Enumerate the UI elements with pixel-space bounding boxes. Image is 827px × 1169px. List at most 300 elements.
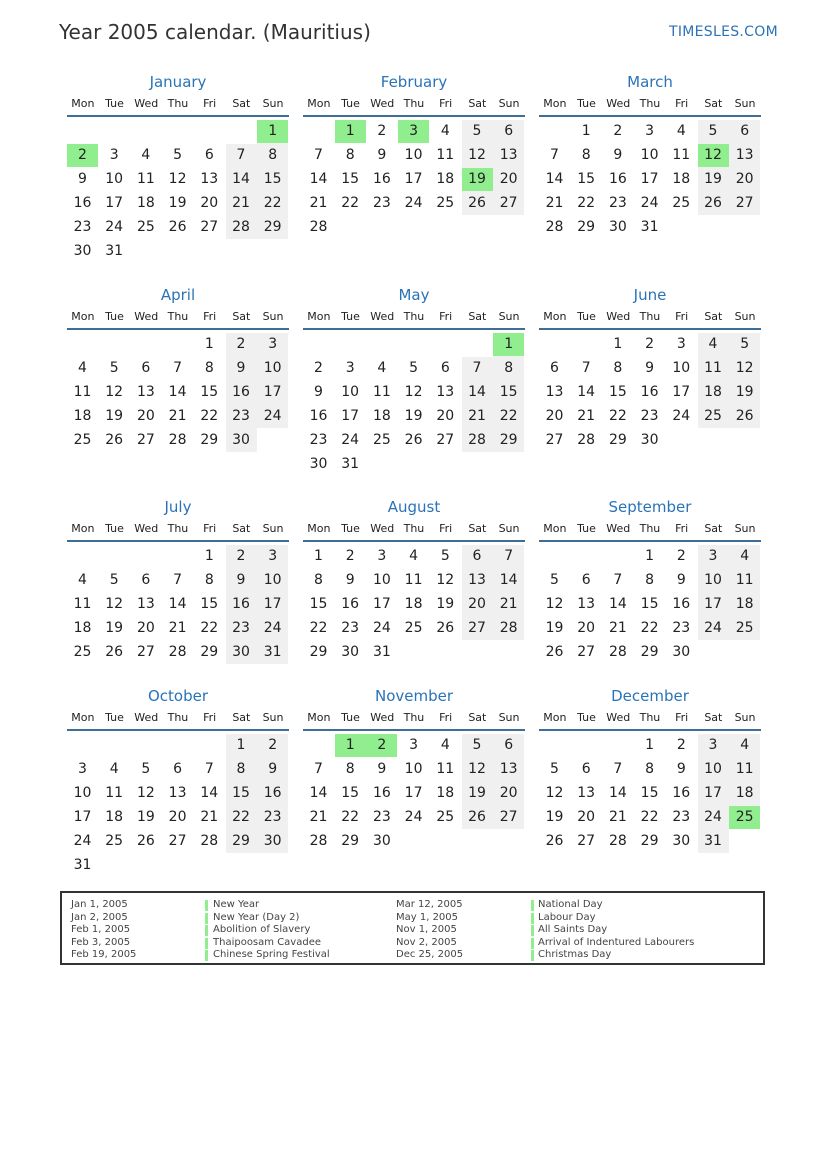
day-cell: 1 xyxy=(314,548,323,564)
day-cell: 15 xyxy=(608,384,627,400)
day-cell: 20 xyxy=(499,171,518,187)
day-cell: 31 xyxy=(73,857,92,873)
legend-date: Feb 19, 2005 xyxy=(71,949,137,960)
day-grid xyxy=(539,120,761,264)
day-cell: 6 xyxy=(581,761,591,777)
day-cell: 1 xyxy=(613,336,623,352)
day-cell: 5 xyxy=(440,548,450,564)
weekday-label: Fri xyxy=(675,310,689,323)
weekday-label: Mon xyxy=(71,711,95,724)
holiday-legend xyxy=(60,891,765,965)
holiday-day-cell: 1 xyxy=(335,120,366,143)
day-cell: 4 xyxy=(78,360,87,376)
weekday-label: Thu xyxy=(167,310,189,323)
day-cell: 9 xyxy=(377,761,387,777)
day-cell: 10 xyxy=(640,147,659,163)
day-cell: 29 xyxy=(577,219,596,235)
legend-holiday-name: Christmas Day xyxy=(538,949,612,960)
weekday-label: Mon xyxy=(71,522,95,535)
day-cell: 3 xyxy=(377,548,387,564)
day-cell: 20 xyxy=(136,408,155,424)
day-cell: 27 xyxy=(136,644,155,660)
holiday-day-cell: 1 xyxy=(257,120,288,143)
weekday-header xyxy=(67,310,289,326)
weekday-label: Sun xyxy=(262,97,284,110)
day-grid xyxy=(539,333,761,477)
day-grid xyxy=(303,120,525,264)
day-cell: 20 xyxy=(200,195,219,211)
day-cell: 30 xyxy=(608,219,627,235)
weekday-label: Thu xyxy=(403,522,425,535)
day-cell: 15 xyxy=(232,785,250,801)
weekday-label: Wed xyxy=(606,97,631,110)
day-cell: 24 xyxy=(105,219,124,235)
day-cell: 11 xyxy=(735,761,754,777)
header-divider xyxy=(539,328,761,330)
month-name: June xyxy=(633,286,667,304)
day-cell: 14 xyxy=(168,384,187,400)
day-cell: 21 xyxy=(608,620,627,636)
day-cell: 18 xyxy=(735,596,754,612)
day-cell: 26 xyxy=(468,195,486,211)
day-cell: 15 xyxy=(341,171,360,187)
day-cell: 19 xyxy=(545,809,564,825)
weekday-label: Thu xyxy=(639,711,661,724)
day-cell: 7 xyxy=(550,147,559,163)
day-cell: 13 xyxy=(136,596,155,612)
day-cell: 24 xyxy=(704,620,722,636)
weekday-label: Wed xyxy=(134,310,159,323)
day-cell: 16 xyxy=(608,171,627,187)
month-name: February xyxy=(380,73,448,91)
day-cell: 3 xyxy=(268,336,278,352)
day-cell: 22 xyxy=(200,408,219,424)
day-cell: 20 xyxy=(468,596,486,612)
day-cell: 22 xyxy=(577,195,596,211)
day-cell: 27 xyxy=(735,195,754,211)
day-cell: 24 xyxy=(341,432,360,448)
weekday-label: Wed xyxy=(134,522,159,535)
day-cell: 26 xyxy=(545,833,564,849)
day-cell: 17 xyxy=(341,408,360,424)
day-cell: 3 xyxy=(708,548,718,564)
day-cell: 24 xyxy=(404,809,423,825)
legend-date: Mar 12, 2005 xyxy=(396,899,463,910)
day-cell: 10 xyxy=(263,572,282,588)
day-cell: 28 xyxy=(608,833,627,849)
day-cell: 18 xyxy=(73,408,92,424)
day-cell: 11 xyxy=(672,147,691,163)
day-cell: 4 xyxy=(78,572,87,588)
day-cell: 11 xyxy=(735,572,754,588)
day-cell: 24 xyxy=(263,620,282,636)
day-cell: 15 xyxy=(577,171,596,187)
day-cell: 30 xyxy=(232,432,250,448)
day-cell: 6 xyxy=(504,123,514,139)
day-cell: 5 xyxy=(472,737,482,753)
day-cell: 17 xyxy=(640,171,659,187)
day-grid xyxy=(67,333,289,477)
day-cell: 7 xyxy=(314,761,323,777)
day-cell: 12 xyxy=(105,596,124,612)
day-cell: 12 xyxy=(105,384,124,400)
brand-link[interactable]: TIMESLES.COM xyxy=(669,24,778,40)
day-cell: 30 xyxy=(672,644,691,660)
weekday-header xyxy=(67,97,289,113)
day-cell: 10 xyxy=(372,572,391,588)
day-cell: 22 xyxy=(309,620,328,636)
legend-date: May 1, 2005 xyxy=(396,911,459,923)
day-cell: 9 xyxy=(377,147,387,163)
day-cell: 14 xyxy=(232,171,250,187)
legend-date: Jan 1, 2005 xyxy=(71,899,128,910)
holiday-day-cell: 19 xyxy=(462,168,493,191)
day-cell: 18 xyxy=(372,408,391,424)
header-divider xyxy=(539,540,761,542)
day-cell: 14 xyxy=(608,785,627,801)
day-cell: 21 xyxy=(168,408,187,424)
weekday-label: Sat xyxy=(704,522,723,535)
day-cell: 29 xyxy=(200,432,219,448)
header-divider xyxy=(303,328,525,330)
day-cell: 15 xyxy=(200,384,219,400)
day-cell: 6 xyxy=(141,360,151,376)
weekday-header xyxy=(539,522,761,538)
day-cell: 30 xyxy=(263,833,282,849)
day-cell: 25 xyxy=(73,644,92,660)
day-cell: 17 xyxy=(404,171,423,187)
day-cell: 28 xyxy=(545,219,564,235)
day-cell: 2 xyxy=(676,548,686,564)
weekday-label: Mon xyxy=(71,97,95,110)
day-cell: 1 xyxy=(645,548,655,564)
day-cell: 14 xyxy=(200,785,219,801)
day-cell: 18 xyxy=(672,171,691,187)
day-cell: 1 xyxy=(236,737,246,753)
day-cell: 30 xyxy=(232,644,250,660)
weekday-label: Wed xyxy=(134,97,159,110)
day-cell: 22 xyxy=(232,809,250,825)
day-cell: 5 xyxy=(409,360,419,376)
day-grid xyxy=(303,545,525,689)
day-cell: 26 xyxy=(136,833,155,849)
day-cell: 30 xyxy=(640,432,659,448)
day-cell: 8 xyxy=(345,761,355,777)
weekday-label: Sun xyxy=(734,97,756,110)
day-grid xyxy=(67,545,289,689)
day-cell: 6 xyxy=(504,737,514,753)
day-cell: 23 xyxy=(341,620,360,636)
day-cell: 17 xyxy=(105,195,124,211)
day-cell: 29 xyxy=(200,644,219,660)
day-cell: 11 xyxy=(73,384,92,400)
day-cell: 3 xyxy=(676,336,686,352)
holiday-day-cell: 1 xyxy=(335,734,366,757)
day-cell: 4 xyxy=(708,336,718,352)
day-cell: 29 xyxy=(608,432,627,448)
weekday-label: Tue xyxy=(105,97,124,110)
day-cell: 25 xyxy=(73,432,92,448)
day-cell: 20 xyxy=(499,785,518,801)
month-name: May xyxy=(398,286,430,304)
day-cell: 8 xyxy=(204,572,214,588)
day-cell: 8 xyxy=(613,360,623,376)
header-divider xyxy=(67,328,289,330)
day-cell: 25 xyxy=(105,833,124,849)
day-cell: 1 xyxy=(581,123,591,139)
day-cell: 8 xyxy=(314,572,323,588)
header-divider xyxy=(303,729,525,731)
day-cell: 1 xyxy=(645,737,655,753)
day-cell: 12 xyxy=(436,572,455,588)
weekday-label: Sat xyxy=(468,310,487,323)
weekday-label: Tue xyxy=(341,522,360,535)
day-cell: 16 xyxy=(672,785,691,801)
weekday-label: Thu xyxy=(639,522,661,535)
day-cell: 14 xyxy=(168,596,187,612)
day-cell: 29 xyxy=(341,833,360,849)
day-cell: 26 xyxy=(168,219,187,235)
day-cell: 19 xyxy=(545,620,564,636)
weekday-label: Fri xyxy=(203,310,217,323)
day-cell: 20 xyxy=(577,809,596,825)
day-cell: 5 xyxy=(109,572,119,588)
day-cell: 27 xyxy=(436,432,455,448)
day-cell: 16 xyxy=(341,596,360,612)
legend-color-marker xyxy=(205,950,208,961)
legend-holiday-name: National Day xyxy=(538,899,603,910)
legend-color-marker xyxy=(205,900,208,911)
day-cell: 23 xyxy=(672,620,691,636)
header-divider xyxy=(303,540,525,542)
day-cell: 29 xyxy=(263,219,282,235)
holiday-day-cell: 25 xyxy=(729,806,760,829)
day-cell: 5 xyxy=(740,336,750,352)
day-cell: 27 xyxy=(200,219,219,235)
legend-holiday-name: Thaipoosam Cavadee xyxy=(213,936,322,948)
legend-date: Nov 1, 2005 xyxy=(396,924,457,935)
day-cell: 30 xyxy=(73,243,92,259)
weekday-label: Sat xyxy=(232,711,251,724)
day-cell: 29 xyxy=(232,833,250,849)
day-cell: 23 xyxy=(640,408,659,424)
day-cell: 5 xyxy=(173,147,183,163)
day-cell: 5 xyxy=(141,761,151,777)
day-cell: 22 xyxy=(640,620,659,636)
weekday-header xyxy=(303,711,525,727)
day-cell: 3 xyxy=(109,147,119,163)
day-cell: 9 xyxy=(268,761,278,777)
day-cell: 3 xyxy=(645,123,655,139)
weekday-label: Mon xyxy=(307,97,331,110)
day-grid xyxy=(303,333,525,477)
day-cell: 24 xyxy=(263,408,282,424)
day-cell: 24 xyxy=(73,833,92,849)
day-grid xyxy=(67,734,289,878)
weekday-label: Tue xyxy=(341,97,360,110)
day-cell: 16 xyxy=(232,596,250,612)
day-cell: 7 xyxy=(204,761,214,777)
day-cell: 11 xyxy=(436,761,455,777)
day-cell: 11 xyxy=(404,572,423,588)
day-cell: 9 xyxy=(613,147,623,163)
day-cell: 16 xyxy=(73,195,92,211)
day-cell: 17 xyxy=(404,785,423,801)
day-cell: 10 xyxy=(404,147,423,163)
day-cell: 4 xyxy=(676,123,686,139)
weekday-label: Sat xyxy=(232,97,251,110)
day-cell: 14 xyxy=(309,171,328,187)
weekday-label: Sat xyxy=(232,522,251,535)
weekday-label: Thu xyxy=(403,97,425,110)
day-cell: 28 xyxy=(309,219,328,235)
day-cell: 22 xyxy=(200,620,219,636)
day-cell: 14 xyxy=(309,785,328,801)
day-cell: 31 xyxy=(640,219,659,235)
day-cell: 7 xyxy=(472,360,482,376)
day-cell: 3 xyxy=(78,761,87,777)
holiday-day-cell: 3 xyxy=(398,120,429,143)
day-cell: 25 xyxy=(672,195,691,211)
day-cell: 20 xyxy=(735,171,754,187)
day-cell: 17 xyxy=(263,384,282,400)
day-cell: 20 xyxy=(168,809,187,825)
day-cell: 4 xyxy=(141,147,151,163)
day-cell: 6 xyxy=(173,761,183,777)
day-cell: 6 xyxy=(141,572,151,588)
header-divider xyxy=(67,540,289,542)
day-cell: 20 xyxy=(436,408,455,424)
day-cell: 19 xyxy=(404,408,423,424)
day-cell: 12 xyxy=(735,360,754,376)
day-cell: 26 xyxy=(105,432,124,448)
day-cell: 18 xyxy=(436,785,455,801)
day-cell: 20 xyxy=(577,620,596,636)
weekday-label: Tue xyxy=(341,310,360,323)
day-cell: 15 xyxy=(200,596,219,612)
weekday-label: Mon xyxy=(543,711,567,724)
weekday-label: Thu xyxy=(639,97,661,110)
day-cell: 2 xyxy=(314,360,323,376)
day-cell: 23 xyxy=(263,809,282,825)
day-cell: 9 xyxy=(236,360,246,376)
day-cell: 5 xyxy=(109,360,119,376)
legend-color-marker xyxy=(531,938,534,949)
day-cell: 19 xyxy=(735,384,754,400)
day-cell: 16 xyxy=(672,596,691,612)
legend-date: Feb 1, 2005 xyxy=(71,924,131,935)
legend-holiday-name: New Year (Day 2) xyxy=(213,911,300,923)
day-cell: 7 xyxy=(314,147,323,163)
day-cell: 26 xyxy=(735,408,754,424)
weekday-label: Sat xyxy=(468,711,487,724)
day-cell: 13 xyxy=(577,785,596,801)
day-cell: 12 xyxy=(404,384,423,400)
day-cell: 3 xyxy=(345,360,355,376)
weekday-header xyxy=(303,310,525,326)
weekday-label: Mon xyxy=(543,97,567,110)
day-cell: 9 xyxy=(676,761,686,777)
day-cell: 18 xyxy=(436,171,455,187)
day-cell: 22 xyxy=(263,195,282,211)
day-cell: 23 xyxy=(73,219,92,235)
day-cell: 16 xyxy=(232,384,250,400)
day-cell: 19 xyxy=(436,596,455,612)
weekday-label: Sun xyxy=(498,310,520,323)
day-cell: 28 xyxy=(168,644,187,660)
month-name: September xyxy=(608,498,692,516)
legend-holiday-name: Labour Day xyxy=(538,911,596,923)
day-cell: 25 xyxy=(136,219,155,235)
day-cell: 7 xyxy=(173,360,183,376)
weekday-label: Mon xyxy=(543,522,567,535)
day-cell: 19 xyxy=(105,620,124,636)
day-cell: 11 xyxy=(436,147,455,163)
day-cell: 23 xyxy=(608,195,627,211)
day-cell: 2 xyxy=(345,548,355,564)
day-cell: 23 xyxy=(372,195,391,211)
day-cell: 25 xyxy=(372,432,391,448)
weekday-label: Fri xyxy=(203,97,217,110)
day-cell: 17 xyxy=(704,785,722,801)
weekday-header xyxy=(539,711,761,727)
day-cell: 7 xyxy=(504,548,514,564)
day-cell: 9 xyxy=(78,171,87,187)
weekday-label: Tue xyxy=(105,711,124,724)
day-cell: 18 xyxy=(404,596,423,612)
weekday-label: Sat xyxy=(704,310,723,323)
day-cell: 17 xyxy=(704,596,722,612)
day-cell: 27 xyxy=(499,809,518,825)
day-cell: 24 xyxy=(672,408,691,424)
day-cell: 8 xyxy=(504,360,514,376)
day-cell: 12 xyxy=(136,785,155,801)
day-grid xyxy=(303,734,525,878)
day-cell: 4 xyxy=(740,737,750,753)
weekday-label: Sat xyxy=(468,97,487,110)
day-cell: 23 xyxy=(232,620,250,636)
day-cell: 31 xyxy=(263,644,282,660)
day-cell: 15 xyxy=(263,171,282,187)
day-cell: 28 xyxy=(200,833,219,849)
day-cell: 17 xyxy=(372,596,391,612)
day-cell: 19 xyxy=(105,408,124,424)
weekday-label: Tue xyxy=(577,97,596,110)
day-cell: 15 xyxy=(640,596,659,612)
day-cell: 24 xyxy=(372,620,391,636)
day-cell: 3 xyxy=(268,548,278,564)
weekday-label: Wed xyxy=(606,522,631,535)
legend-color-marker xyxy=(205,925,208,936)
day-cell: 28 xyxy=(499,620,518,636)
day-cell: 16 xyxy=(372,171,391,187)
day-cell: 5 xyxy=(550,761,559,777)
weekday-label: Tue xyxy=(105,522,124,535)
day-cell: 17 xyxy=(672,384,691,400)
day-cell: 21 xyxy=(309,195,328,211)
weekday-label: Thu xyxy=(167,522,189,535)
weekday-label: Sat xyxy=(468,522,487,535)
day-cell: 7 xyxy=(613,761,623,777)
weekday-label: Mon xyxy=(307,711,331,724)
weekday-label: Thu xyxy=(167,97,189,110)
day-cell: 21 xyxy=(577,408,596,424)
day-cell: 27 xyxy=(468,620,486,636)
day-cell: 2 xyxy=(236,548,246,564)
weekday-label: Fri xyxy=(203,711,217,724)
day-cell: 23 xyxy=(309,432,328,448)
day-cell: 10 xyxy=(73,785,92,801)
